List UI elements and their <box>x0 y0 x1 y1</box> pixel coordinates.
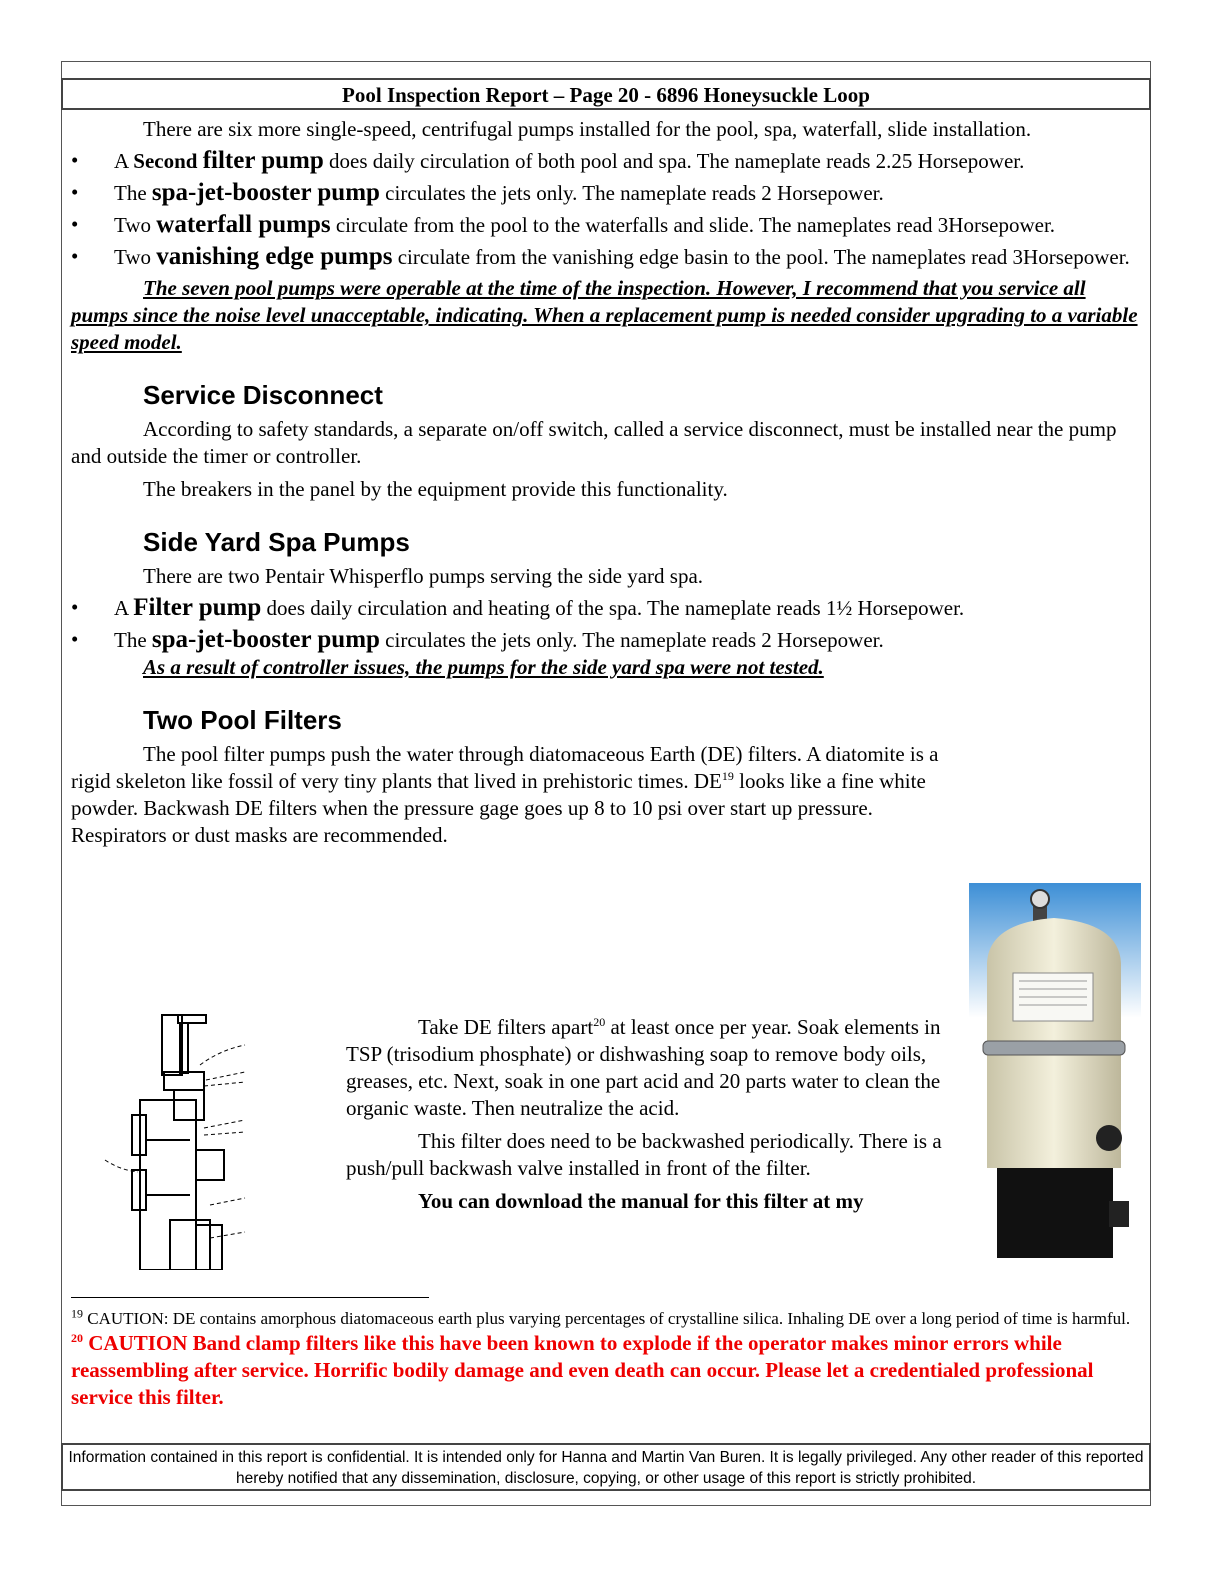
filters-p4: You can download the manual for this filter at my <box>418 1189 864 1213</box>
header-title: Pool Inspection Report – Page 20 - 6896 Honeysuckle Loop <box>342 83 870 107</box>
footnote-20: $^{20}$ CAUTION Band clamp filters like this have been known to explode if the operator makes minor errors while reassembling after service. Horrific bodily damage and even death can occur. Please let a credentialed professional service this filter. <box>71 1331 1094 1409</box>
pump-item: • Two waterfall pumps circulate from the pool to the waterfalls and slide. The nameplates read 3Horsepower. <box>71 211 1139 239</box>
footnote-19: $^{19}$ CAUTION: DE contains amorphous diatomaceous earth plus varying percentages of crystalline silica. Inhaling DE over a long period of time is harmful. <box>71 1306 1131 1328</box>
side-yard-pump-list <box>71 594 1139 654</box>
pump-recommendation: The seven pool pumps were operable at the time of the inspection. However, I recommend that you service all pumps since the noise level unacceptable, indicating. When a replacement pump is needed consider upgrading to a variable speed model. <box>71 276 1138 354</box>
de-filter-photo <box>969 883 1141 1268</box>
filter-text-block <box>346 1014 946 1215</box>
page-header <box>61 78 1151 110</box>
pump-item: • A Second filter pump does daily circulation of both pool and spa. The nameplate reads 2.25 Horsepower. <box>71 147 1139 175</box>
pump-list <box>71 147 1139 271</box>
pump-item: • The spa-jet-booster pump circulates the jets only. The nameplate reads 2 Horsepower. <box>71 626 1139 654</box>
section-heading-service-disconnect: Service Disconnect <box>143 380 383 410</box>
service-disconnect-p1: According to safety standards, a separate on/off switch, called a service disconnect, must be installed near the pump and outside the timer or controller. <box>71 417 1117 468</box>
section-heading-side-yard: Side Yard Spa Pumps <box>143 527 410 557</box>
side-yard-note: As a result of controller issues, the pumps for the side yard spa were not tested. <box>143 655 824 679</box>
confidentiality-footer: Information contained in this report is confidential. It is intended only for Hanna and Martin Van Buren. It is legally privileged. Any other reader of this reported hereby notified that any dissemination, disclosure, copying, or other usage of this report is strictly prohibited. <box>61 1443 1151 1491</box>
footnote-divider <box>71 1297 429 1298</box>
filters-p2: Take DE filters apart$^{20}$ at least once per year. Soak elements in TSP (trisodium phosphate) or dishwashing soap to remove body oils, greases, etc. Next, soak in one part acid and 20 parts water to clean the organic waste. Then neutralize the acid. <box>346 1015 941 1120</box>
footnotes <box>71 1308 1141 1411</box>
pump-item: • A Filter pump does daily circulation and heating of the spa. The nameplate reads 1½ Horsepower. <box>71 594 1139 622</box>
service-disconnect-p2: The breakers in the panel by the equipment provide this functionality. <box>143 477 728 501</box>
side-yard-intro: There are two Pentair Whisperflo pumps serving the side yard spa. <box>143 564 704 588</box>
report-body <box>71 116 1139 849</box>
filters-p1: The pool filter pumps push the water through diatomaceous Earth (DE) filters. A diatomite is a rigid skeleton like fossil of very tiny plants that lived in prehistoric times. DE$^{19}$ looks like a fine white powder. Backwash DE filters when the pressure gage goes up 8 to 10 psi over start up pressure. Respirators or dust masks are recommended. <box>71 742 939 847</box>
pump-item: • The spa-jet-booster pump circulates the jets only. The nameplate reads 2 Horsepower. <box>71 179 1139 207</box>
intro-paragraph: There are six more single-speed, centrifugal pumps installed for the pool, spa, waterfall, slide installation. <box>143 117 1032 141</box>
pump-item: • Two vanishing edge pumps circulate from the vanishing edge basin to the pool. The nameplates read 3Horsepower. <box>71 243 1139 271</box>
backwash-valve-diagram <box>100 1010 260 1270</box>
section-heading-filters: Two Pool Filters <box>143 705 342 735</box>
filters-p3: This filter does need to be backwashed periodically. There is a push/pull backwash valve installed in front of the filter. <box>346 1129 942 1180</box>
